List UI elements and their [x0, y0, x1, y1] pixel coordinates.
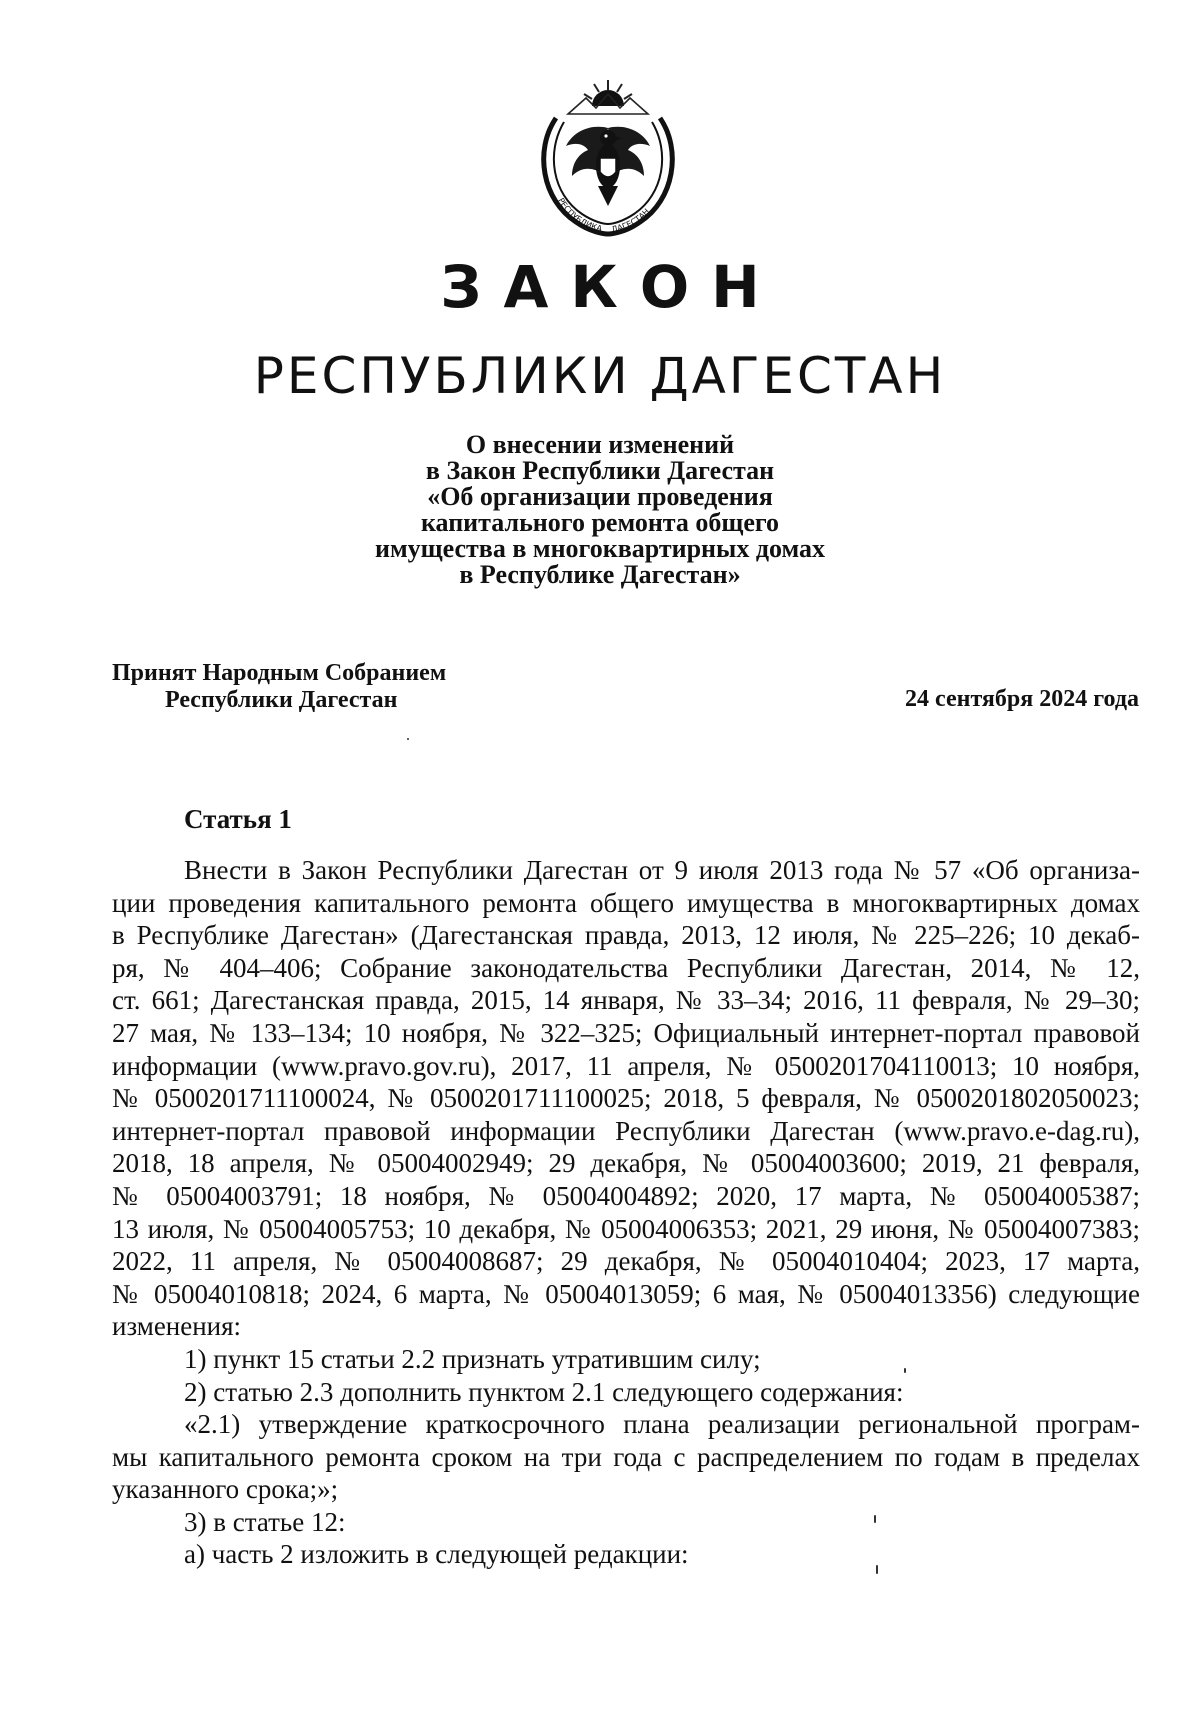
svg-text:РЕСПУБЛИКА [556, 196, 603, 233]
adoption-line-1: Принят Народным Собранием [112, 660, 447, 686]
subject-line: имущества в многоквартирных домах [374, 534, 826, 563]
issuer-title: РЕСПУБЛИКИ ДАГЕСТАН [253, 347, 947, 405]
body-line: информации (www.pravo.gov.ru), 2017, 11 апреля, № 0500201704110013; 10 ноября, [112, 1050, 1140, 1081]
body-line: изменения: [112, 1311, 242, 1342]
list-item: а) часть 2 изложить в следующей редакции: [184, 1539, 689, 1570]
body-line: 2022, 11 апреля, № 05004008687; 29 декабря, № 05004010404; 2023, 17 марта, [112, 1246, 1140, 1277]
body-line: ря, № 404–406; Собрание законодательства Республики Дагестан, 2014, № 12, [112, 952, 1140, 983]
scan-speck [407, 738, 409, 740]
body-line: Внести в Закон Республики Дагестан от 9 июля 2013 года № 57 «Об организа- [184, 855, 1140, 885]
article-title: Статья 1 [184, 804, 292, 834]
adoption-body [112, 660, 446, 714]
subject-line: в Закон Республики Дагестан [425, 456, 775, 485]
subject-line: О внесении изменений [465, 430, 735, 459]
emblem-ring-text-left: РЕСПУБЛИКА [556, 196, 603, 234]
quoted-line: мы капитального ремонта сроком на три года с распределением по годам в пределах [112, 1441, 1140, 1472]
subject-line: «Об организации проведения [427, 482, 773, 511]
scan-speck [874, 1515, 876, 1523]
body-line: 27 мая, № 133–134; 10 ноября, № 322–325; Официальный интернет-портал правовой [112, 1017, 1140, 1048]
list-item: 2) статью 2.3 дополнить пунктом 2.1 следующего содержания: [184, 1376, 904, 1407]
body-line: ст. 661; Дагестанская правда, 2015, 14 января, № 33–34; 2016, 11 февраля, № 29–30; [112, 985, 1140, 1016]
body-line: интернет-портал правовой информации Республики Дагестан (www.pravo.e-dag.ru), [112, 1115, 1140, 1146]
document-type-title: ЗАКОН [440, 253, 782, 321]
quoted-line: «2.1) утверждение краткосрочного плана реализации региональной програм- [184, 1409, 1140, 1440]
body-line: № 05004003791; 18 ноября, № 05004004892; 2020, 17 марта, № 05004005387; [112, 1180, 1140, 1211]
body-line: в Республике Дагестан» (Дагестанская правда, 2013, 12 июля, № 225–226; 10 декаб- [112, 920, 1140, 951]
scan-speck [904, 1368, 906, 1373]
subject-line: в Республике Дагестан» [459, 560, 741, 589]
coat-of-arms-emblem [528, 72, 688, 240]
emblem-ring-text-right: ДАГЕСТАН [610, 206, 652, 235]
law-subject [300, 432, 900, 588]
list-item: 3) в статье 12: [184, 1506, 346, 1537]
list-item: 1) пункт 15 статьи 2.2 признать утратившим силу; [184, 1343, 761, 1374]
adoption-line-2: Республики Дагестан [165, 687, 398, 713]
body-line: № 0500201711100024, № 0500201711100025; 2018, 5 февраля, № 0500201802050023; [112, 1083, 1140, 1114]
body-line: ции проведения капитального ремонта общего имущества в многоквартирных домах [112, 887, 1140, 918]
subject-line: капитального ремонта общего [420, 508, 780, 537]
scan-speck [876, 1565, 878, 1574]
article-body [112, 854, 1140, 1571]
body-line: 13 июля, № 05004005753; 10 декабря, № 05004006353; 2021, 29 июня, № 05004007383; [112, 1213, 1140, 1244]
body-line: 2018, 18 апреля, № 05004002949; 29 декабря, № 05004003600; 2019, 21 февраля, [112, 1148, 1140, 1179]
quoted-line: указанного срока;»; [112, 1474, 339, 1505]
dagestan-coat-of-arms-icon [528, 72, 688, 240]
body-line: № 05004010818; 2024, 6 марта, № 05004013059; 6 мая, № 05004013356) следующие [112, 1278, 1140, 1309]
adoption-date: 24 сентября 2024 года [905, 686, 1139, 712]
